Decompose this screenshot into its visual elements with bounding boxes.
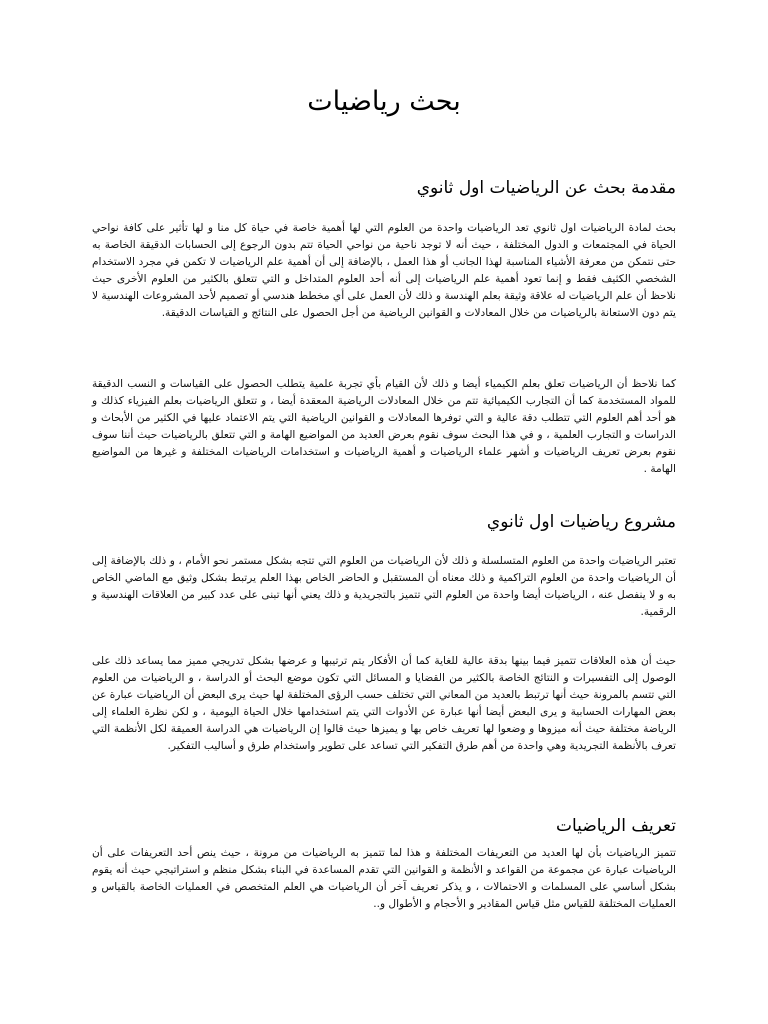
paragraph: تعتبر الرياضيات واحدة من العلوم المتسلسلة و ذلك لأن الرياضيات من العلوم التي تتجه بشكل مستمر نحو الأمام ، و ذلك بالإضافة إلى أن الرياضيات واحدة من العلوم التراكمية و ذلك معناه أن المستقبل و الحاضر الخاص بهذا العلم يرتبط بشكل وثيق مع الماضي الخاص به و لا ينفصل عنه ، الرياضيات أيضا واحدة من العلوم التي تتميز بالتجريدية و ذلك يعني أنها تبنى على عدد كبير من العلاقات الهندسية و الرقمية. [92, 555, 676, 619]
paragraph: تتميز الرياضيات بأن لها العديد من التعريفات المختلفة و هذا لما تتميز به الرياضيات من مرونة ، حيث ينص أحد التعريفات على أن الرياضيات عبارة عن مجموعة من القواعد و الأنظمة و القوانين التي تقدم المساعدة في البناء بشكل منظم و استراتيجي حيث أنه يقوم بشكل أساسي على المسلمات و الاحتمالات ، و يذكر تعريف آخر أن الرياضيات هي العلم المتخصص في العمليات الخاصة بالقياس و العمليات المختلفة للقياس مثل قياس المقادير و الأحجام و الأطوال و.. [92, 847, 676, 911]
paragraph: حيث أن هذه العلاقات تتميز فيما بينها بدقة عالية للغاية كما أن الأفكار يتم ترتيبها و عرضها بشكل تدريجي مميز مما يساعد ذلك على الوصول إلى التفسيرات و النتائج الخاصة بالكثير من القضايا و المسائل التي تكون موضع البحث أو الدراسة ، و الرياضيات من العلوم التي تتسم بالمرونة حيث أنها ترتبط بالعديد من المعاني التي تختلف حسب الرؤى المختلفة لها حيث يرى البعض أن الرياضيات عبارة عن بعض المهارات الحسابية و يرى البعض أيضا أنها عبارة عن الأدوات التي يتم استخدامها خلال الحياة اليومية ، و لكن نظرة العلماء إلى الرياضة مختلفة حيث أنه ميزوها و وضعوا لها تعريف خاص بها و يميزها حيث قالوا إن الرياضيات هي الدراسة العميقة لكل الأنظمة التي تعرف بالأنظمة التجريدية وهي واحدة من أهم طرق التفكير التي تساعد على تطوير واستخدام طرق و أساليب التفكير. [92, 655, 676, 753]
section-heading-project: مشروع رياضيات اول ثانوي [486, 512, 676, 532]
document-title: بحث رياضيات [307, 86, 461, 117]
section-heading-introduction: مقدمة بحث عن الرياضيات اول ثانوي [416, 178, 676, 198]
paragraph: كما نلاحظ أن الرياضيات تعلق بعلم الكيمياء أيضا و ذلك لأن القيام بأي تجربة علمية يتطلب الحصول على القياسات و النسب الدقيقة للمواد المستخدمة كما أن التجارب الكيميائية تتم من خلال المعادلات الرياضية المعقدة أيضا ، و تتعلق الرياضيات بعلم الفيزياء كذلك و هو أحد أهم العلوم التي تتطلب دقة عالية و التي توفرها المعادلات و القوانين الرياضية التي يتم الاعتماد عليها في الكثير من الأبحاث و الدراسات و التجارب العلمية ، و في هذا البحث سوف نقوم بعرض العديد من المواضيع الهامة و التي تتعلق بالرياضيات حيث أننا سوف نقوم بعرض تعريف الرياضيات و أشهر علماء الرياضيات و أهمية الرياضيات و استخدامات الرياضيات المختلفة و غيرها من المواضيع الهامة . [92, 378, 676, 476]
paragraph: بحث لمادة الرياضيات اول ثانوي تعد الرياضيات واحدة من العلوم التي لها أهمية خاصة في حياة كل منا و لها تأثير على كافة نواحي الحياة في المجتمعات و الدول المختلفة ، حيث أنه لا توجد ناحية من نواحي الحياة تتم بدون الرجوع إلى الحسابات الدقيقة الخاصة به حتى نتمكن من معرفة الأشياء المناسبة لهذا الجانب أو هذا العمل ، بالإضافة إلى أن أهمية علم الرياضيات لا تكمن في مجرد الاستخدام الشخصي الكثيف فقط و إنما تعود أهمية علم الرياضيات إلى أنه أحد العلوم المتداخل و التي تتعلق بالكثير من العلوم الأخرى حيث نلاحظ أن علم الرياضيات له علاقة وثيقة بعلم الهندسة و ذلك لأن العمل على أي مخطط هندسي أو تصميم لأحد المشروعات الهندسية لا يتم دون الاستعانة بالرياضيات من خلال المعادلات و القوانين الرياضية من أجل الحصول على النتائج و القياسات الدقيقة. [92, 222, 676, 320]
section-heading-definition: تعريف الرياضيات [556, 816, 676, 836]
